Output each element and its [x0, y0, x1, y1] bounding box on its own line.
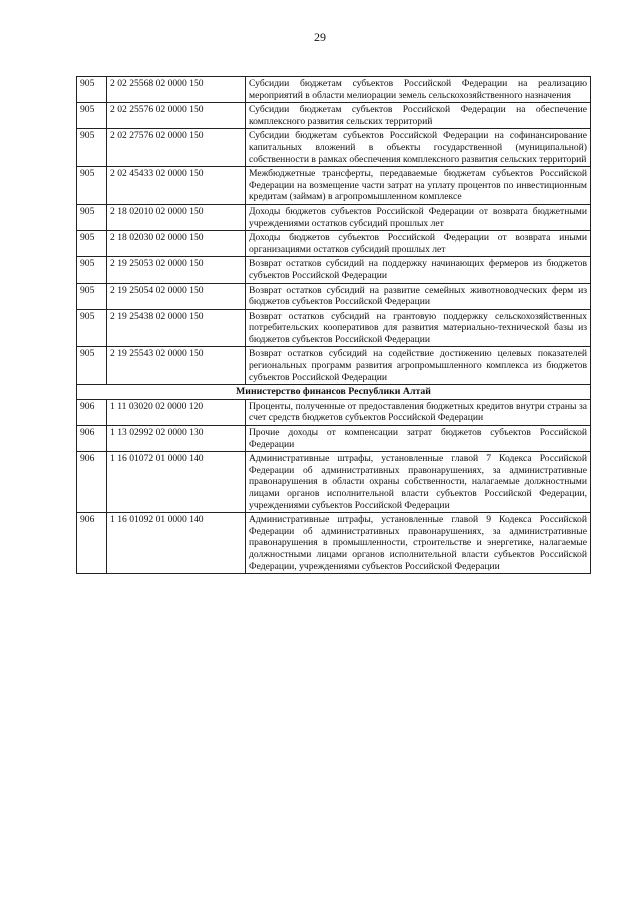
admin-code-cell: 905	[77, 204, 107, 230]
table-row	[77, 309, 591, 347]
budget-code-cell: 2 19 25543 02 0000 150	[107, 347, 246, 385]
description-cell: Субсидии бюджетам субъектов Российской Федерации на обеспечение комплексного развития сельских территорий	[246, 103, 591, 129]
description-cell: Возврат остатков субсидий на содействие достижению целевых показателей региональных программ развития агропромышленного комплекса из бюджетов субъектов Российской Федерации	[246, 347, 591, 385]
admin-code-cell: 905	[77, 77, 107, 103]
description-cell: Субсидии бюджетам субъектов Российской Федерации на софинансирование капитальных вложений в объекты государственной (муниципальной) собственности в рамках обеспечения комплексного развития сельских территорий	[246, 129, 591, 167]
budget-code-cell: 2 02 25568 02 0000 150	[107, 77, 246, 103]
admin-code-cell: 905	[77, 129, 107, 167]
table-row	[77, 283, 591, 309]
table-row	[77, 513, 591, 574]
budget-code-cell: 2 18 02010 02 0000 150	[107, 204, 246, 230]
section-header-row	[77, 385, 591, 400]
table-row	[77, 426, 591, 452]
budget-code-cell: 2 02 25576 02 0000 150	[107, 103, 246, 129]
budget-code-cell: 1 16 01092 01 0000 140	[107, 513, 246, 574]
description-cell: Доходы бюджетов субъектов Российской Федерации от возврата бюджетными учреждениями остатков субсидий прошлых лет	[246, 204, 591, 230]
admin-code-cell: 905	[77, 257, 107, 283]
admin-code-cell: 905	[77, 231, 107, 257]
table-row	[77, 204, 591, 230]
budget-code-cell: 2 18 02030 02 0000 150	[107, 231, 246, 257]
ministry-finance-rows	[77, 399, 591, 573]
budget-code-cell: 2 02 27576 02 0000 150	[107, 129, 246, 167]
description-cell: Проценты, полученные от предоставления бюджетных кредитов внутри страны за счет средств бюджетов субъектов Российской Федерации	[246, 399, 591, 425]
admin-code-cell: 905	[77, 347, 107, 385]
admin-code-cell: 906	[77, 399, 107, 425]
ministry-agriculture-rows	[77, 77, 591, 385]
admin-code-cell: 906	[77, 513, 107, 574]
description-cell: Возврат остатков субсидий на развитие семейных животноводческих ферм из бюджетов субъектов Российской Федерации	[246, 283, 591, 309]
table-row	[77, 167, 591, 205]
admin-code-cell: 905	[77, 103, 107, 129]
description-cell: Доходы бюджетов субъектов Российской Федерации от возврата иными организациями остатков субсидий прошлых лет	[246, 231, 591, 257]
table-row	[77, 231, 591, 257]
section-header-group	[77, 385, 591, 400]
section-title: Министерство финансов Республики Алтай	[77, 385, 591, 400]
budget-code-cell: 2 19 25054 02 0000 150	[107, 283, 246, 309]
budget-code-cell: 1 13 02992 02 0000 130	[107, 426, 246, 452]
table-row	[77, 77, 591, 103]
table-row	[77, 257, 591, 283]
admin-code-cell: 906	[77, 452, 107, 513]
description-cell: Административные штрафы, установленные главой 7 Кодекса Российской Федерации об административных правонарушениях, за административные правонарушения в области охраны собственности, налагаемые должностными лицами органов исполнительной власти субъектов Российской Федерации, учреждениями субъектов Российской Федерации	[246, 452, 591, 513]
description-cell: Прочие доходы от компенсации затрат бюджетов субъектов Российской Федерации	[246, 426, 591, 452]
table-row	[77, 129, 591, 167]
table-row	[77, 399, 591, 425]
admin-code-cell: 905	[77, 167, 107, 205]
admin-code-cell: 905	[77, 283, 107, 309]
description-cell: Административные штрафы, установленные главой 9 Кодекса Российской Федерации об административных правонарушениях, за административные правонарушения в промышленности, строительстве и энергетике, налагаемые должностными лицами органов исполнительной власти субъектов Российской Федерации, учреждениями субъектов Российской Федерации	[246, 513, 591, 574]
table-row	[77, 452, 591, 513]
budget-code-cell: 1 11 03020 02 0000 120	[107, 399, 246, 425]
revenue-classification-table	[76, 76, 591, 574]
table-row	[77, 103, 591, 129]
budget-code-cell: 2 02 45433 02 0000 150	[107, 167, 246, 205]
page-number: 29	[314, 30, 326, 44]
budget-code-cell: 2 19 25438 02 0000 150	[107, 309, 246, 347]
description-cell: Субсидии бюджетам субъектов Российской Федерации на реализацию мероприятий в области мелиорации земель сельскохозяйственного назначения	[246, 77, 591, 103]
description-cell: Межбюджетные трансферты, передаваемые бюджетам субъектов Российской Федерации на возмещение части затрат на уплату процентов по инвестиционным кредитам (займам) в агропромышленном комплексе	[246, 167, 591, 205]
description-cell: Возврат остатков субсидий на грантовую поддержку сельскохозяйственных потребительских кооперативов для развития материально-технической базы из бюджетов субъектов Российской Федерации	[246, 309, 591, 347]
admin-code-cell: 905	[77, 309, 107, 347]
description-cell: Возврат остатков субсидий на поддержку начинающих фермеров из бюджетов субъектов Российской Федерации	[246, 257, 591, 283]
table-row	[77, 347, 591, 385]
budget-code-cell: 2 19 25053 02 0000 150	[107, 257, 246, 283]
admin-code-cell: 906	[77, 426, 107, 452]
budget-code-cell: 1 16 01072 01 0000 140	[107, 452, 246, 513]
